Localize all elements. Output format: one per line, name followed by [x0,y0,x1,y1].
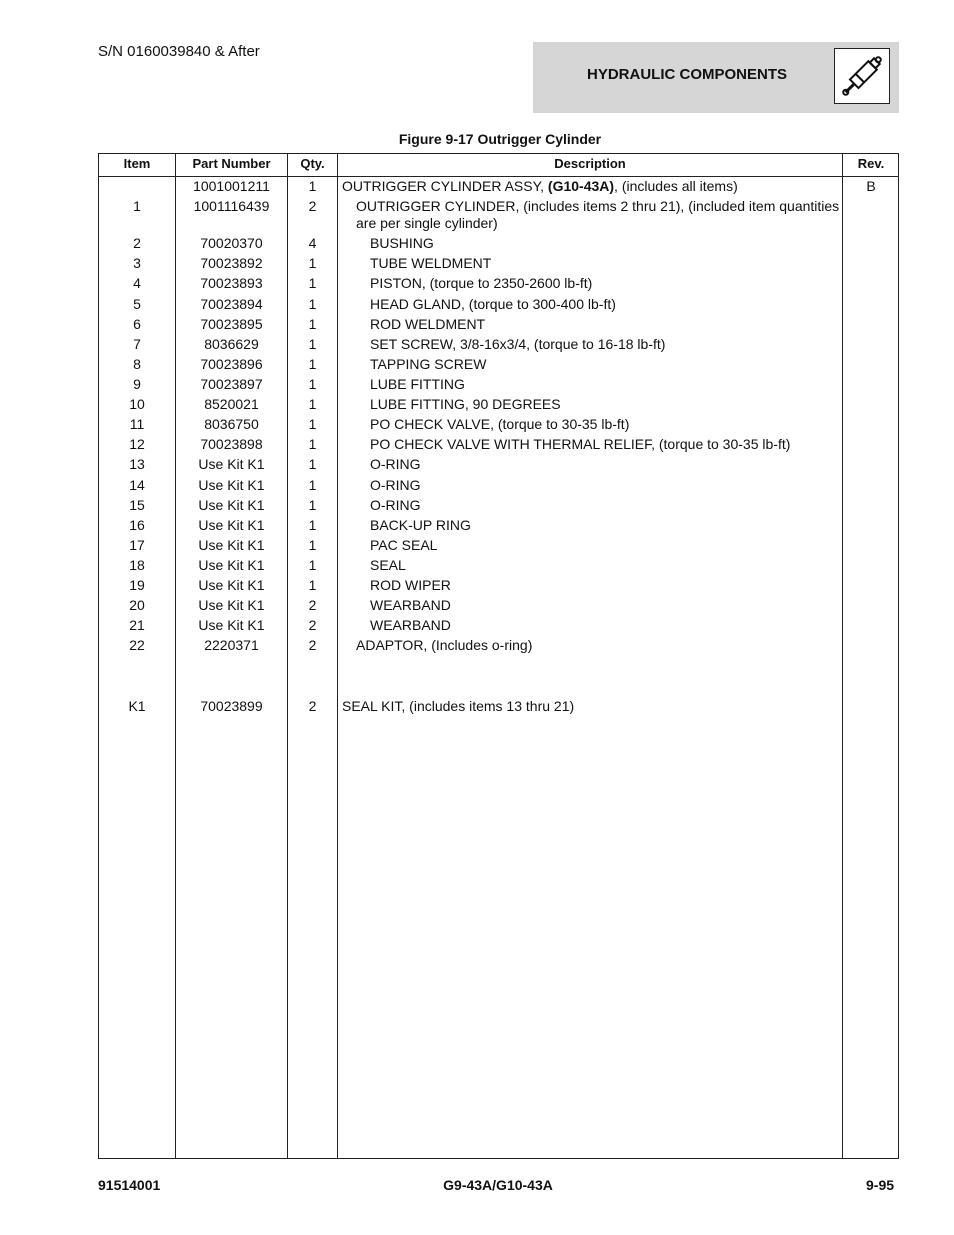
item-cell: 5 [133,296,141,312]
part-number-cell: 8036629 [204,336,259,352]
part-number-cell: Use Kit K1 [198,477,265,493]
item-cell: 12 [129,436,145,452]
table-row [99,696,898,716]
description-cell: ROD WIPER [370,577,451,593]
part-number-cell: 1001116439 [193,198,270,214]
parts-table [98,153,899,1159]
part-number-cell: 70023894 [200,296,263,312]
description-line: are per single cylinder) [356,215,498,231]
part-number-cell: 70023897 [200,376,263,392]
table-row [99,314,898,334]
description-line: OUTRIGGER CYLINDER, (includes items 2 thru 21), (included item quantities [356,198,840,214]
description-cell [342,198,856,232]
table-row [99,475,898,495]
part-number-cell: Use Kit K1 [198,617,265,633]
part-number-cell: 70023896 [200,356,263,372]
item-cell: 20 [129,597,145,613]
item-cell: 7 [133,336,141,352]
description-cell: LUBE FITTING [370,376,465,392]
qty-cell: 2 [308,617,317,633]
description-cell: LUBE FITTING, 90 DEGREES [370,396,561,412]
qty-cell: 1 [308,577,317,593]
item-cell: 4 [133,275,141,291]
table-row [99,374,898,394]
part-number-cell: 8036750 [204,416,259,432]
header-description: Description [554,156,626,171]
item-cell: 9 [133,376,141,392]
description-cell: ROD WELDMENT [370,316,486,332]
description-cell [342,178,842,195]
description-cell: O-RING [370,497,421,513]
qty-cell: 1 [308,436,317,452]
item-cell: 22 [129,637,145,653]
qty-cell: 1 [308,255,317,271]
part-number-cell: 70020370 [200,235,263,251]
description-cell: ADAPTOR, (Includes o-ring) [356,637,533,653]
qty-cell: 2 [308,698,317,714]
item-cell: 6 [133,316,141,332]
table-row [99,414,898,434]
qty-cell: 2 [308,198,317,214]
section-header [533,42,899,113]
item-cell: 10 [129,396,145,412]
part-number-cell: Use Kit K1 [198,517,265,533]
table-row [99,454,898,474]
section-title: HYDRAULIC COMPONENTS [587,66,788,83]
description-cell: TAPPING SCREW [370,356,487,372]
item-cell: 11 [129,416,145,432]
part-number-cell: Use Kit K1 [198,537,265,553]
qty-cell: 1 [308,557,317,573]
item-cell: K1 [128,698,146,714]
table-row [99,196,898,233]
qty-cell: 2 [308,637,317,653]
table-row [99,635,898,655]
figure-title: Figure 9-17 Outrigger Cylinder [398,131,602,147]
header-part-number: Part Number [192,156,271,171]
item-cell: 2 [133,235,141,251]
qty-cell: 1 [308,517,317,533]
description-cell: BUSHING [370,235,434,251]
part-number-cell: Use Kit K1 [198,557,265,573]
description-cell: WEARBAND [370,617,451,633]
table-row [99,575,898,595]
part-number-cell: 70023899 [200,698,263,714]
part-number-cell: 70023895 [200,316,263,332]
qty-cell: 1 [308,456,317,472]
table-row [99,495,898,515]
part-number-cell: Use Kit K1 [198,597,265,613]
table-row [99,334,898,354]
description-cell: O-RING [370,456,421,472]
table-row [99,615,898,635]
description-cell: O-RING [370,477,421,493]
rev-cell: B [866,178,876,194]
table-row [99,595,898,615]
description-cell: SET SCREW, 3/8-16x3/4, (torque to 16-18 lb-ft) [370,336,666,352]
table-row [99,535,898,555]
qty-cell: 1 [308,416,317,432]
part-number-cell: Use Kit K1 [198,456,265,472]
description-cell: TUBE WELDMENT [370,255,492,271]
item-cell: 14 [129,477,145,493]
part-number-cell: Use Kit K1 [198,577,265,593]
hydraulic-cylinder-icon [834,48,890,104]
table-row [99,354,898,374]
qty-cell: 1 [308,537,317,553]
table-row [99,233,898,253]
table-row [99,273,898,293]
header-rev: Rev. [857,156,885,171]
qty-cell: 1 [308,316,317,332]
item-cell: 18 [129,557,145,573]
table-row [99,253,898,273]
header-qty: Qty. [300,156,325,171]
description-cell: PAC SEAL [370,537,438,553]
part-number-cell: 8520021 [204,396,259,412]
table-row [99,515,898,535]
description-cell: PISTON, (torque to 2350-2600 lb-ft) [370,275,593,291]
description-text: OUTRIGGER CYLINDER ASSY, [342,178,548,194]
item-cell: 1 [133,198,141,214]
description-cell: SEAL [370,557,406,573]
page-number: 9-95 [866,1177,895,1193]
item-cell: 19 [129,577,145,593]
part-number-cell: 2220371 [204,637,259,653]
description-cell: PO CHECK VALVE, (torque to 30-35 lb-ft) [370,416,630,432]
manual-number: 91514001 [98,1177,161,1193]
item-cell: 17 [129,537,145,553]
part-number-cell: 70023893 [200,275,263,291]
model-number: G9-43A/G10-43A [443,1177,553,1193]
qty-cell: 1 [308,275,317,291]
table-row [99,555,898,575]
description-cell: SEAL KIT, (includes items 13 thru 21) [342,698,575,714]
description-cell: HEAD GLAND, (torque to 300-400 lb-ft) [370,296,616,312]
part-number-cell: 70023892 [200,255,263,271]
header-item: Item [123,156,151,171]
item-cell: 8 [133,356,141,372]
qty-cell: 2 [308,597,317,613]
qty-cell: 1 [308,497,317,513]
qty-cell: 1 [308,296,317,312]
qty-cell: 1 [308,396,317,412]
table-row [99,176,898,196]
item-cell: 13 [129,456,145,472]
serial-number: S/N 0160039840 & After [98,43,260,60]
description-text: , (includes all items) [614,178,738,194]
item-cell: 3 [133,255,141,271]
item-cell: 16 [129,517,145,533]
item-cell: 15 [129,497,145,513]
qty-cell: 1 [308,376,317,392]
qty-cell: 1 [308,178,317,194]
description-cell: WEARBAND [370,597,451,613]
table-row [99,434,898,454]
table-row [99,294,898,314]
description-cell: PO CHECK VALVE WITH THERMAL RELIEF, (torque to 30-35 lb-ft) [370,436,791,452]
table-row [99,394,898,414]
qty-cell: 1 [308,336,317,352]
part-number-cell: Use Kit K1 [198,497,265,513]
qty-cell: 1 [308,356,317,372]
description-cell: BACK-UP RING [370,517,471,533]
qty-cell: 1 [308,477,317,493]
qty-cell: 4 [308,235,317,251]
item-cell: 21 [129,617,145,633]
table-header [99,154,898,177]
part-number-cell: 70023898 [200,436,263,452]
part-number-cell: 1001001211 [193,178,270,194]
model-code: (G10-43A) [547,178,615,194]
